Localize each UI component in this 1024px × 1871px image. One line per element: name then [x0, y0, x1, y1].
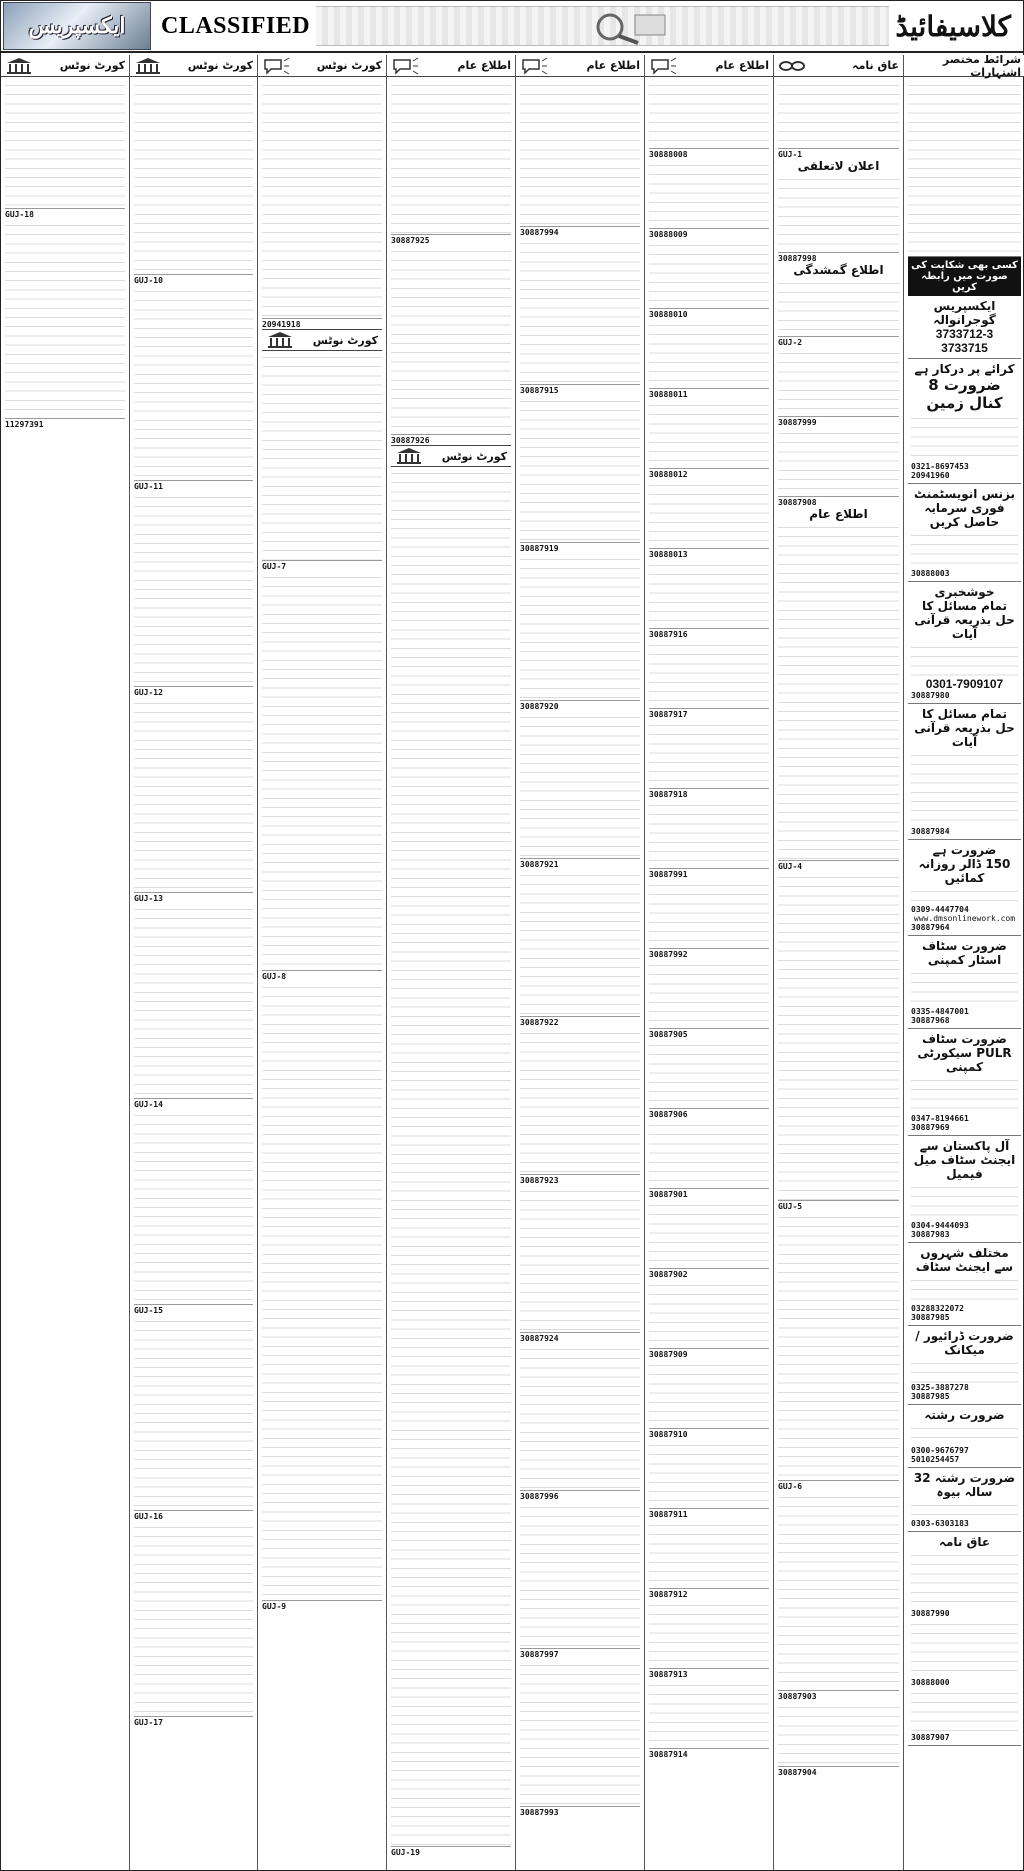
ad-code: GUJ-4: [778, 862, 803, 871]
business-code: 30888003: [911, 569, 950, 578]
ad-code: 30887926: [391, 436, 430, 445]
ad-text-block: [649, 959, 769, 1029]
ad-code: GUJ-6: [778, 1482, 803, 1491]
ad-code: 30887993: [520, 1808, 559, 1817]
rishta-block: [908, 1405, 1021, 1468]
ad-code: 11297391: [5, 420, 44, 429]
ad-text-block: [649, 719, 769, 789]
ad-text-block: [649, 1519, 769, 1589]
rishta-number-2: 5010254457: [911, 1455, 960, 1464]
ad-code: 30888008: [649, 150, 688, 159]
daily-code: 30887964: [911, 923, 950, 932]
ad-code: GUJ-9: [262, 1602, 287, 1611]
column-6: [257, 55, 386, 1870]
ad-code: 30887904: [778, 1768, 817, 1777]
court-notice-label: کورٹ نوٹس: [441, 449, 507, 463]
staff-code-3: 30887983: [911, 1230, 950, 1239]
good-news: خوشخبری: [934, 585, 995, 599]
ad-code: GUJ-2: [778, 338, 803, 347]
rishta-block-2: [908, 1468, 1021, 1532]
ad-code: 30887909: [649, 1350, 688, 1359]
ad-code: GUJ-5: [778, 1202, 803, 1211]
ad-code: 20941918: [262, 320, 301, 329]
phone-number: 3733712-3: [935, 327, 994, 341]
column-7-body: [130, 77, 257, 1729]
magnifier-icon: [580, 9, 670, 45]
court-notice-header: کورٹ نوٹس: [59, 59, 125, 72]
ad-code: 30887924: [520, 1334, 559, 1343]
ad-code: 30888009: [649, 230, 688, 239]
agents-number: 03288322072: [911, 1304, 964, 1313]
rishta-number: 0300-9676797: [911, 1446, 969, 1455]
column-5: [386, 55, 515, 1870]
property-block: [908, 359, 1021, 484]
aaq-block: [908, 1532, 1021, 1746]
ad-text-block: [649, 1599, 769, 1669]
daily-url: www.dmsonlinework.com: [913, 914, 1016, 923]
column-5-header: [387, 55, 515, 77]
land-code: 20941960: [911, 471, 950, 480]
column-5-body: [387, 77, 515, 1859]
ad-code: 30887902: [649, 1270, 688, 1279]
rishta-number-3: 0303-6303183: [911, 1519, 969, 1528]
itla-aam-header: اطلاع عام: [715, 59, 769, 72]
ad-code: GUJ-15: [134, 1306, 163, 1315]
ad-code: 30887991: [649, 870, 688, 879]
ad-code: GUJ-7: [262, 562, 287, 571]
speech-bubble-icon: [262, 57, 290, 75]
ad-text-block: [520, 869, 640, 1017]
court-notice-header: کورٹ نوٹس: [187, 59, 253, 72]
column-7: [129, 55, 257, 1870]
ad-code: GUJ-14: [134, 1100, 163, 1109]
ad-code: 30887921: [520, 860, 559, 869]
ad-code: GUJ-16: [134, 1512, 163, 1521]
aaq-code-2: 30888000: [911, 1678, 950, 1687]
column-1-header: [904, 55, 1024, 77]
chain-icon: [778, 57, 806, 75]
court-building-icon: [134, 57, 162, 75]
ad-code: 30887910: [649, 1430, 688, 1439]
ad-text-block: [649, 879, 769, 949]
staff-number-3: 0304-9444093: [911, 1221, 969, 1230]
rishta-title-2: ضرورت رشتہ 32 سالہ بیوہ: [913, 1471, 1016, 1499]
ad-text-block: [649, 1679, 769, 1749]
ad-code: 30887915: [520, 386, 559, 395]
ad-text-block: [520, 1343, 640, 1491]
ad-text-block: [520, 711, 640, 859]
ad-code: GUJ-18: [5, 210, 34, 219]
title-english: CLASSIFIED: [161, 12, 311, 39]
ad-text-block: [134, 1521, 253, 1717]
staff-number-1: 0335-4847001: [911, 1007, 969, 1016]
ad-code: 30887911: [649, 1510, 688, 1519]
staff-block-1: [908, 936, 1021, 1029]
speech-bubble-icon: [520, 57, 548, 75]
agents-code: 30887985: [911, 1313, 950, 1322]
column-6-body: [258, 77, 386, 1613]
quran-code-1: 30887980: [911, 691, 950, 700]
ad-text-block: [649, 479, 769, 549]
ad-text-block: [649, 239, 769, 309]
masthead: [1, 1, 1024, 53]
aaq-code-3: 30887907: [911, 1733, 950, 1742]
ad-code: 30887922: [520, 1018, 559, 1027]
ad-code: 30888010: [649, 310, 688, 319]
column-3-header: [645, 55, 773, 77]
daily-earn-block: [908, 840, 1021, 936]
ad-code: 30887920: [520, 702, 559, 711]
ad-text-block: [520, 1027, 640, 1175]
express-logo: [3, 2, 151, 50]
court-building-icon: [5, 57, 33, 75]
court-notice-label: کورٹ نوٹس: [312, 333, 378, 347]
aaq-header: عاق نامہ: [938, 1535, 991, 1549]
court-building-icon: [266, 331, 294, 349]
court-building-icon: [395, 447, 423, 465]
quran-block-1: [908, 582, 1021, 704]
ad-text-block: [520, 1185, 640, 1333]
ad-text-block: [134, 1109, 253, 1305]
sub-header: اعلان لاتعلقی: [797, 159, 880, 173]
ad-code: GUJ-1: [778, 150, 803, 159]
business-sub: فوری سرمایہ حاصل کریں: [924, 501, 1005, 529]
column-1: [903, 55, 1024, 1870]
terms-header: شرائط مختصر اشتہارات: [942, 55, 1021, 79]
column-3-body: [645, 77, 773, 1761]
driver-number: 0325-3887278: [911, 1383, 969, 1392]
quran-number-1: 0301-7909107: [925, 677, 1004, 691]
column-8: [1, 55, 129, 1870]
column-3: [644, 55, 773, 1870]
ad-text-block: [649, 399, 769, 469]
ad-code: 30887914: [649, 1750, 688, 1759]
ad-text-block: [649, 79, 769, 149]
ad-code: 30887903: [778, 1692, 817, 1701]
title-urdu: کلاسیفائیڈ: [895, 9, 1011, 43]
complaint-banner: کسی بھی شکایت کی صورت میں رابطہ کریں: [908, 257, 1021, 296]
daily-title: 150 ڈالر روزانہ کمائیں: [918, 857, 1011, 885]
ad-text-block: [520, 237, 640, 385]
business-title: بزنس انویسٹمنٹ: [913, 487, 1016, 501]
ad-code: 30887901: [649, 1190, 688, 1199]
staff-title-2: ضرورت سٹاف PULR سیکورٹی کمپنی: [917, 1032, 1012, 1074]
column-4: [515, 55, 644, 1870]
ad-code: 30887925: [391, 236, 430, 245]
ad-code: 30887906: [649, 1110, 688, 1119]
ad-text-block: [134, 491, 253, 687]
column-4-body: [516, 77, 644, 1819]
ad-text-block: [649, 559, 769, 629]
need-label: ضرورت ہے: [932, 843, 997, 857]
ad-code: 30888013: [649, 550, 688, 559]
property-header: کرائے پر درکار ہے: [914, 362, 1015, 376]
columns: [1, 55, 1024, 1870]
column-7-header: [130, 55, 257, 77]
sub-header: اطلاع عام: [809, 507, 868, 521]
ad-code: 30887905: [649, 1030, 688, 1039]
court-notice-subheader: [262, 329, 382, 351]
staff-block-2: [908, 1029, 1021, 1136]
ad-text-block: [134, 285, 253, 481]
court-notice-subheader: [391, 445, 511, 467]
agents-title: مختلف شہروں سے ایجنٹ سٹاف: [915, 1246, 1014, 1274]
ad-code: 30888012: [649, 470, 688, 479]
ad-text-block: [649, 1359, 769, 1429]
staff-title-3: آل پاکستان سے ایجنٹ سٹاف میل فیمیل: [913, 1139, 1016, 1181]
staff-title-1: ضرورت سٹاف اسٹار کمپنی: [922, 939, 1007, 967]
staff-number-2: 0347-8194661: [911, 1114, 969, 1123]
ad-text-block: [649, 639, 769, 709]
ad-code: 30887992: [649, 950, 688, 959]
daily-number: 0309-4447704: [911, 905, 969, 914]
staff-code-1: 30887968: [911, 1016, 950, 1025]
ad-text-block: [134, 1315, 253, 1511]
ad-code: 30887913: [649, 1670, 688, 1679]
column-2-body: [774, 77, 903, 1779]
ad-text-block: [520, 395, 640, 543]
ad-text-block: [134, 79, 253, 275]
quran-code-2: 30887984: [911, 827, 950, 836]
ad-text-block: [649, 1279, 769, 1349]
quran-block-2: [908, 704, 1021, 840]
ad-code: 30887912: [649, 1590, 688, 1599]
ad-text-block: [649, 799, 769, 869]
itla-aam-header: اطلاع عام: [586, 59, 640, 72]
court-notice-header: کورٹ نوٹس: [316, 59, 382, 72]
ad-code: GUJ-19: [391, 1848, 420, 1857]
quran-title-2: تمام مسائل کا حل بذریعہ قرآنی آیات: [914, 707, 1015, 749]
ad-code: 30887918: [649, 790, 688, 799]
quran-title-1: تمام مسائل کا حل بذریعہ قرآنی آیات: [914, 599, 1015, 641]
ad-text-block: [649, 1119, 769, 1189]
terms-text: [908, 79, 1021, 257]
aaq-code-1: 30887990: [911, 1609, 950, 1618]
ad-text-block: [520, 79, 640, 227]
column-2-header: [774, 55, 903, 77]
ad-code: GUJ-8: [262, 972, 287, 981]
column-2: [773, 55, 903, 1870]
office-name: ایکسپریس گوجرانوالہ: [933, 299, 996, 327]
fax-number: 3733715: [941, 341, 988, 355]
ad-text-block: [649, 1199, 769, 1269]
ad-text-block: [649, 159, 769, 229]
column-8-header: [1, 55, 129, 77]
ad-text-block: [134, 697, 253, 893]
ad-code: 30887919: [520, 544, 559, 553]
ad-code: GUJ-12: [134, 688, 163, 697]
ad-code: 30887917: [649, 710, 688, 719]
driver-title: ضرورت ڈرائیور / میکانک: [915, 1329, 1014, 1357]
staff-block-3: [908, 1136, 1021, 1243]
ad-code: 30887996: [520, 1492, 559, 1501]
ad-code: 30887923: [520, 1176, 559, 1185]
ad-text-block: [520, 553, 640, 701]
land-number: 0321-8697453: [911, 462, 969, 471]
ad-code: 30887998: [778, 254, 817, 263]
ad-code: GUJ-11: [134, 482, 163, 491]
ad-text-block: [649, 319, 769, 389]
sub-header: اطلاع گمشدگی: [793, 263, 884, 277]
column-8-body: [1, 77, 129, 431]
ad-code: 30887908: [778, 498, 817, 507]
driver-code: 30887985: [911, 1392, 950, 1401]
staff-code-2: 30887969: [911, 1123, 950, 1132]
ad-code: GUJ-13: [134, 894, 163, 903]
ad-code: 30888011: [649, 390, 688, 399]
ad-code: GUJ-10: [134, 276, 163, 285]
agents-block: [908, 1243, 1021, 1326]
ad-code: 30887997: [520, 1650, 559, 1659]
logo-text: ایکسپریس: [28, 13, 126, 39]
column-4-header: [516, 55, 644, 77]
land-title: ضرورت 8 کنال زمین: [926, 376, 1003, 412]
column-6-header: [258, 55, 386, 77]
driver-block: [908, 1326, 1021, 1405]
ad-code: 30887994: [520, 228, 559, 237]
ad-text-block: [649, 1039, 769, 1109]
ad-text-block: [649, 1439, 769, 1509]
rishta-title: ضرورت رشتہ: [924, 1408, 1005, 1422]
speech-bubble-icon: [649, 57, 677, 75]
business-block: [908, 484, 1021, 582]
ad-text-block: [520, 1659, 640, 1807]
speech-bubble-icon: [391, 57, 419, 75]
ad-code: 30887916: [649, 630, 688, 639]
aaq-nama-header: عاق نامہ: [852, 59, 899, 72]
ad-text-block: [520, 1501, 640, 1649]
masthead-band: [316, 6, 889, 46]
ad-code: 30887999: [778, 418, 817, 427]
ad-code: GUJ-17: [134, 1718, 163, 1727]
itla-aam-header: اطلاع عام: [457, 59, 511, 72]
contact-block: [908, 296, 1021, 359]
ad-text-block: [134, 903, 253, 1099]
